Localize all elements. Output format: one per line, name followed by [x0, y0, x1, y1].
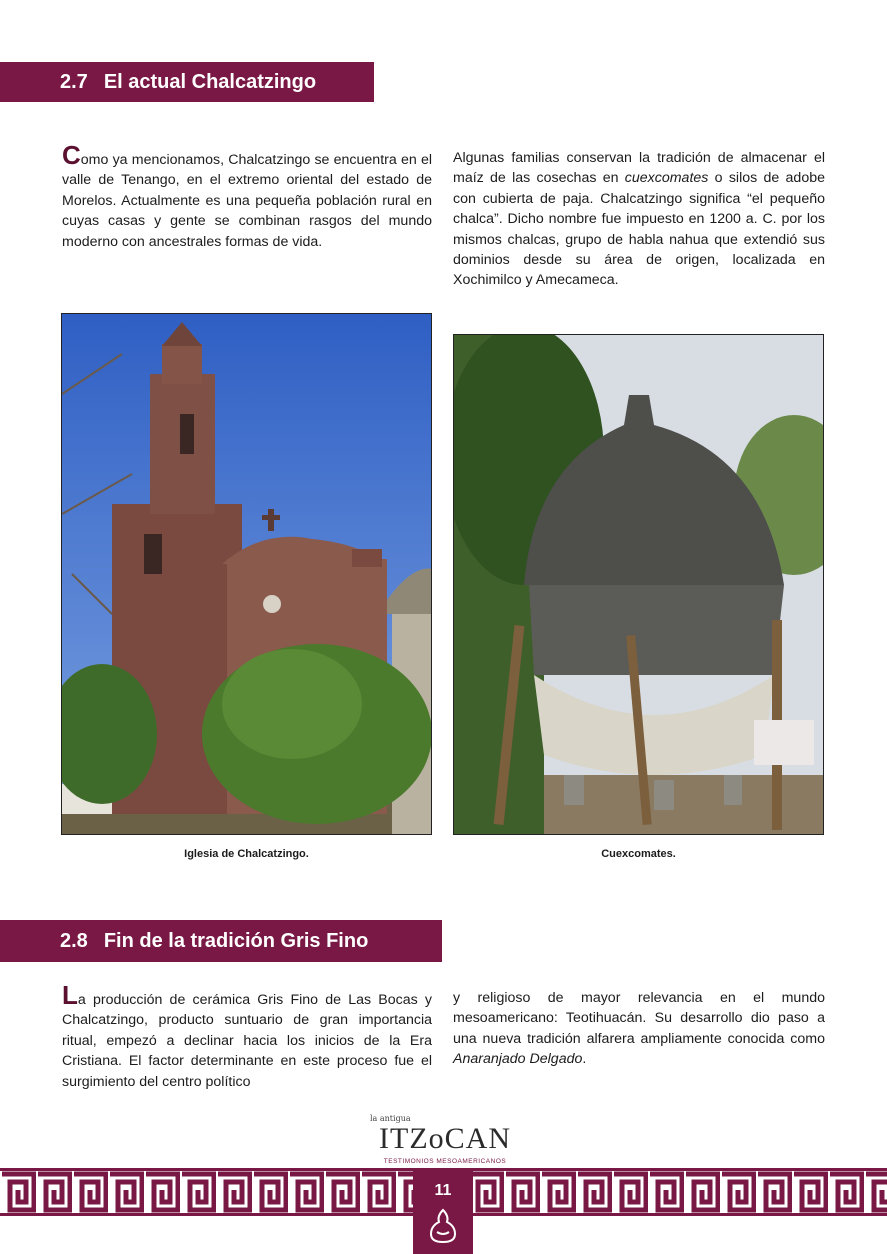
vessel-icon: [423, 1206, 463, 1246]
section-number: 2.7: [60, 70, 88, 93]
cuexcomate-image: [454, 335, 824, 835]
page-number: 11: [434, 1182, 452, 1199]
drop-cap: C: [62, 140, 81, 170]
itzocan-logo: [350, 1108, 540, 1168]
paragraph-text: y religioso de mayor relevancia en el mundo mesoamericano: Teotihuacán. Su desarrollo dio paso a una nueva tradición alfarera ampliamente conocida como: [453, 990, 825, 1047]
logo-subtitle: TESTIMONIOS MESOAMERICANOS: [383, 1158, 507, 1165]
section-title: El actual Chalcatzingo: [103, 70, 317, 93]
paragraph-chalcatzingo-intro: [62, 140, 432, 252]
section-header-2-8: [0, 920, 442, 962]
cuexcomate-caption: Cuexcomates.: [601, 848, 676, 860]
paragraph-text: Algunas familias conservan la tradición de almacenar el maíz de las cosechas en: [453, 150, 825, 187]
paragraph-text: a producción de cerámica Gris Fino de Las Bocas y Chalcatzingo, producto suntuario de gran importancia ritual, empezó a declinar hacia los inicios de la Era Cristiana. El factor determinante en este proceso fue el surgimiento del centro político: [62, 992, 432, 1090]
paragraph-cuexcomates: [453, 148, 825, 291]
drop-cap: L: [62, 980, 78, 1010]
page-number-badge: [413, 1168, 473, 1254]
italic-term: cuexcomates: [624, 170, 709, 187]
church-image: [62, 314, 432, 835]
section-title: Fin de la tradición Gris Fino: [103, 929, 369, 952]
paragraph-gris-fino: [62, 980, 432, 1092]
paragraph-text-end: .: [582, 1051, 587, 1068]
paragraph-teotihuacan: [453, 988, 825, 1070]
church-caption: Iglesia de Chalcatzingo.: [184, 848, 309, 860]
church-photo: [61, 313, 432, 835]
logo-main-text: ITZoCAN: [379, 1122, 511, 1155]
paragraph-text: omo ya mencionamos, Chalcatzingo se encuentra en el valle de Tenango, en el extremo oriental del estado de Morelos. Actualmente es una pequeña población rural en cuyas casas y gente se combinan rasgos del mundo moderno con ancestrales formas de vida.: [62, 152, 432, 250]
paragraph-text-end: o silos de adobe con cubierta de paja. Chalcatzingo significa “el pequeño chalca”. Dicho nombre fue impuesto en 1200 a. C. por los mismos chalcas, grupo de habla nahua que extendió sus dominios desde su área de origen, localizada en Xochimilco y Amecameca.: [453, 170, 825, 289]
cuexcomate-photo: [453, 334, 824, 835]
section-number: 2.8: [60, 929, 88, 952]
section-header-2-7: [0, 62, 374, 102]
logo-small-text: la antigua: [370, 1114, 411, 1123]
italic-term: Anaranjado Delgado: [453, 1051, 583, 1068]
